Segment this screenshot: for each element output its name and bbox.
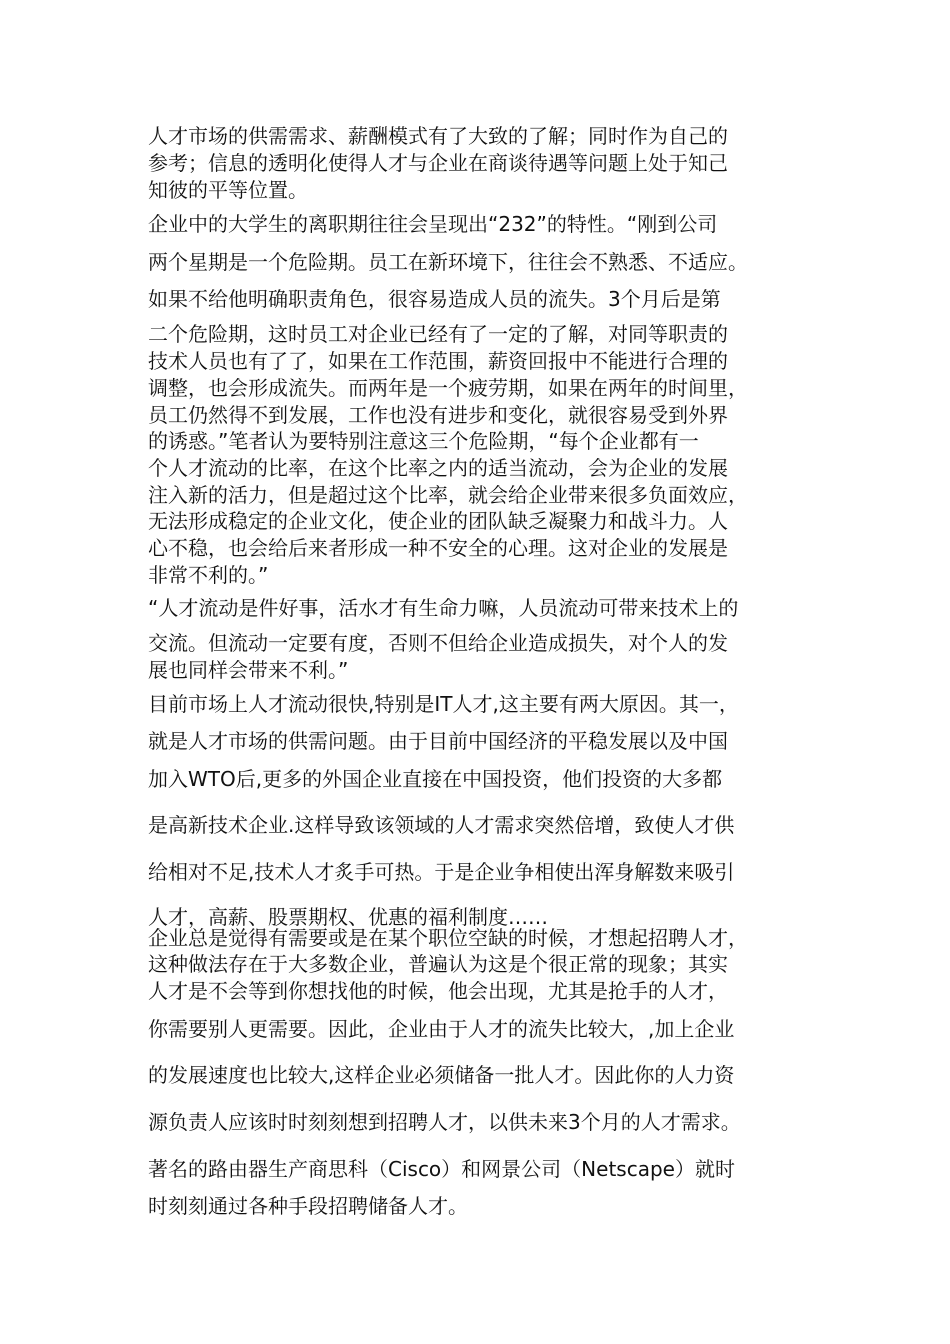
text-line: 无法形成稳定的企业文化，使企业的团队缺乏凝聚力和战斗力。人 (148, 509, 728, 533)
text-line: 目前市场上人才流动很快,特别是IT人才,这主要有两大原因。其一， (148, 692, 739, 716)
text-line: 的发展速度也比较大,这样企业必须储备一批人才。因此你的人力资 (148, 1063, 735, 1087)
text-line: 著名的路由器生产商思科（Cisco）和网景公司（Netscape）就时 (148, 1157, 735, 1181)
text-line: 源负责人应该时时刻刻想到招聘人才，以供未来3个月的人才需求。 (148, 1110, 741, 1134)
text-line: 心不稳，也会给后来者形成一种不安全的心理。这对企业的发展是 (148, 536, 728, 560)
text-line: 的诱惑。”笔者认为要特别注意这三个危险期，“每个企业都有一 (148, 429, 699, 453)
text-line: 调整，也会形成流失。而两年是一个疲劳期，如果在两年的时间里， (148, 376, 748, 400)
text-line: 加入WTO后,更多的外国企业直接在中国投资，他们投资的大多都 (148, 767, 723, 791)
text-line: 如果不给他明确职责角色，很容易造成人员的流失。3个月后是第 (148, 287, 721, 311)
text-line: 员工仍然得不到发展，工作也没有进步和变化，就很容易受到外界 (148, 403, 728, 427)
text-line: 这种做法存在于大多数企业，普遍认为这是个很正常的现象；其实 (148, 952, 728, 976)
text-line: 个人才流动的比率，在这个比率之内的适当流动，会为企业的发展 (148, 456, 728, 480)
text-line: 人才市场的供需需求、薪酬模式有了大致的了解；同时作为自己的 (148, 124, 728, 148)
text-line: 两个星期是一个危险期。员工在新环境下，往往会不熟悉、不适应。 (148, 250, 748, 274)
text-line: 时刻刻通过各种手段招聘储备人才。 (148, 1194, 468, 1218)
text-line: 企业中的大学生的离职期往往会呈现出“232”的特性。“刚到公司 (148, 212, 718, 236)
text-line: 参考；信息的透明化使得人才与企业在商谈待遇等问题上处于知己 (148, 151, 728, 175)
text-line: 展也同样会带来不利。” (148, 658, 349, 682)
text-line: 二个危险期，这时员工对企业已经有了一定的了解，对同等职责的 (148, 322, 728, 346)
text-line: 你需要别人更需要。因此，企业由于人才的流失比较大，,加上企业 (148, 1017, 735, 1041)
text-line: 交流。但流动一定要有度，否则不但给企业造成损失，对个人的发 (148, 631, 728, 655)
text-line: 知彼的平等位置。 (148, 178, 308, 202)
text-line: 技术人员也有了了，如果在工作范围，薪资回报中不能进行合理的 (148, 349, 728, 373)
text-line: 是高新技术企业.这样导致该领域的人才需求突然倍增，致使人才供 (148, 813, 735, 837)
text-line: 企业总是觉得有需要或是在某个职位空缺的时候，才想起招聘人才， (148, 926, 748, 950)
text-line: 人才，高薪、股票期权、优惠的福利制度…… (148, 905, 548, 929)
text-line: 就是人才市场的供需问题。由于目前中国经济的平稳发展以及中国 (148, 729, 728, 753)
text-line: “人才流动是件好事，活水才有生命力嘛，人员流动可带来技术上的 (148, 596, 739, 620)
text-line: 人才是不会等到你想找他的时候，他会出现，尤其是抢手的人才， (148, 979, 728, 1003)
text-line: 非常不利的。” (148, 563, 269, 587)
text-line: 给相对不足,技术人才炙手可热。于是企业争相使出浑身解数来吸引 (148, 860, 735, 884)
text-line: 注入新的活力，但是超过这个比率，就会给企业带来很多负面效应， (148, 483, 748, 507)
